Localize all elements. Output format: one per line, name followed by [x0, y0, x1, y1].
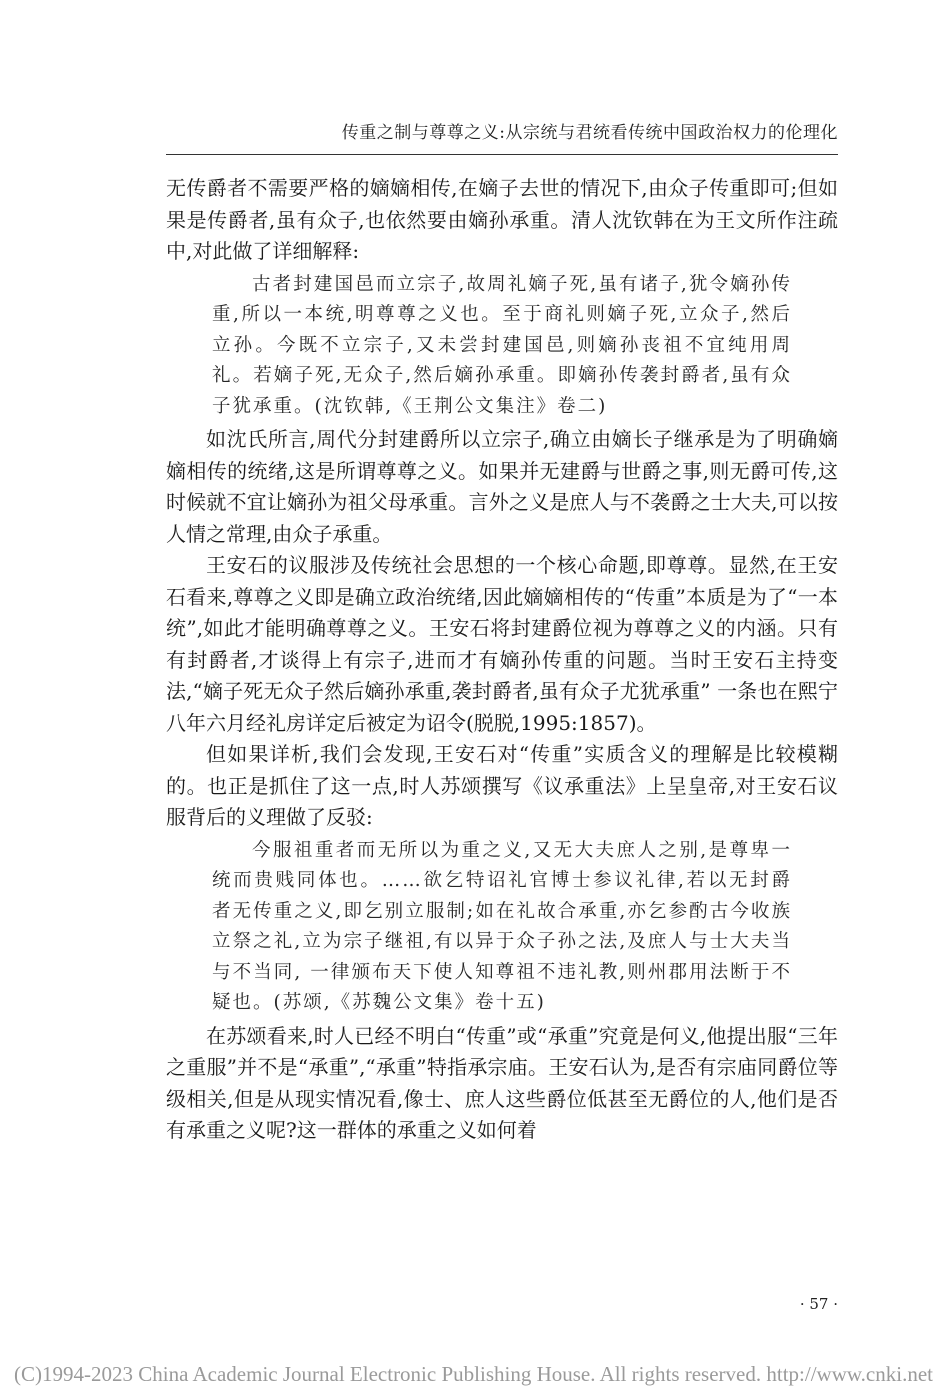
- quote-2-text: 今服祖重者而无所以为重之义,又无大夫庶人之别,是尊卑一统而贵贱同体也。……欲乞特诏礼官博士参议礼律,若以无封爵者无传重之义,即乞别立服制;如在礼故合承重,亦乞参酌古今收族立祭之礼,立为宗子继祖,有以异于众子孙之法,及庶人与士大夫当与不当同, 一律颁布天下使人知尊祖不违礼教,则州郡用法断于不疑也。(苏颂,《苏魏公文集》卷十五): [212, 839, 792, 1013]
- quote-shen-qinhan: [212, 270, 792, 423]
- quote-1-text: 古者封建国邑而立宗子,故周礼嫡子死,虽有诸子,犹令嫡孙传重,所以一本统,明尊尊之义也。至于商礼则嫡子死,立众子,然后立孙。今既不立宗子,又未尝封建国邑,则嫡孙丧祖不宜纯用周礼。若嫡子死,无众子,然后嫡孙承重。即嫡孙传袭封爵者,虽有众子犹承重。(沈钦韩,《王荆公文集注》卷二): [212, 273, 792, 417]
- paragraph-2: 如沈氏所言,周代分封建爵所以立宗子,确立由嫡长子继承是为了明确嫡嫡相传的统绪,这是所谓尊尊之义。如果并无建爵与世爵之事,则无爵可传,这时候就不宜让嫡孙为祖父母承重。言外之义是庶人与不袭爵之士大夫,可以按人情之常理,由众子承重。: [166, 427, 838, 546]
- paragraph-1: 无传爵者不需要严格的嫡嫡相传,在嫡子去世的情况下,由众子传重即可;但如果是传爵者,虽有众子,也依然要由嫡孙承重。清人沈钦韩在为王文所作注疏中,对此做了详细解释:: [166, 176, 838, 263]
- running-header: 传重之制与尊尊之义:从宗统与君统看传统中国政治权力的伦理化: [341, 123, 838, 143]
- body-text: [166, 173, 838, 1147]
- paragraph-4: 但如果详析,我们会发现,王安石对“传重”实质含义的理解是比较模糊的。也正是抓住了这一点,时人苏颂撰写《议承重法》上呈皇帝,对王安石议服背后的义理做了反驳:: [166, 742, 838, 829]
- copyright-watermark: (C)1994-2023 China Academic Journal Electronic Publishing House. All rights reserved. http://www.cnki.net: [14, 1362, 933, 1386]
- paragraph-3: 王安石的议服涉及传统社会思想的一个核心命题,即尊尊。显然,在王安石看来,尊尊之义即是确立政治统绪,因此嫡嫡相传的“传重”本质是为了“一本统”,如此才能明确尊尊之义。王安石将封建爵位视为尊尊之义的内涵。只有有封爵者,才谈得上有宗子,进而才有嫡孙传重的问题。当时王安石主持变法,“嫡子死无众子然后嫡孙承重,袭封爵者,虽有众子尤犹承重” 一条也在熙宁八年六月经礼房详定后被定为诏令(脱脱,1995:1857)。: [166, 553, 838, 735]
- paragraph-5: 在苏颂看来,时人已经不明白“传重”或“承重”究竟是何义,他提出服“三年之重服”并不是“承重”,“承重”特指承宗庙。王安石认为,是否有宗庙同爵位等级相关,但是从现实情况看,像士、庶人这些爵位低甚至无爵位的人,他们是否有承重之义呢?这一群体的承重之义如何着: [166, 1023, 838, 1142]
- page-number: · 57 ·: [799, 1295, 838, 1313]
- quote-su-song: [212, 836, 792, 1019]
- header-rule: [166, 154, 838, 155]
